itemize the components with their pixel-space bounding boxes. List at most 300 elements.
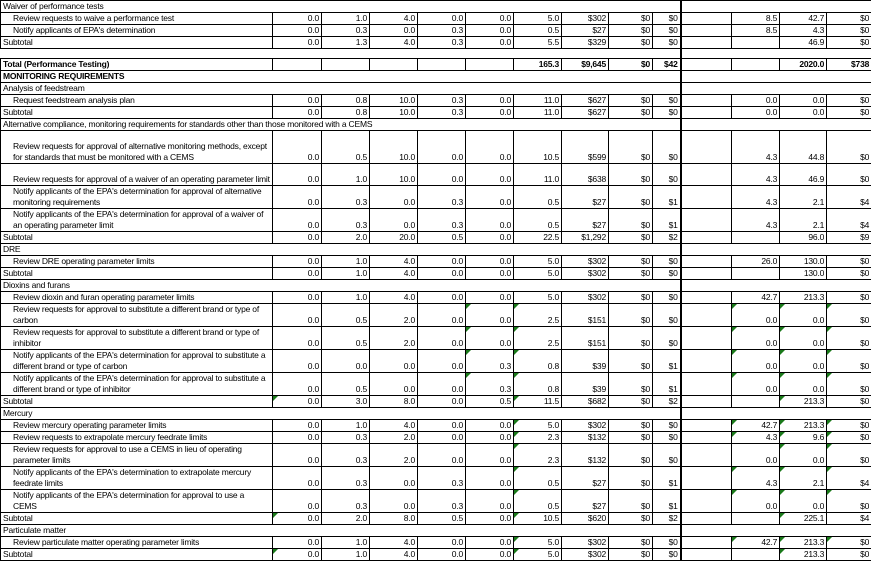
value-cell (732, 549, 780, 561)
value-cell: 0.0 (418, 396, 466, 408)
table-row (1, 83, 871, 95)
value-cell: 4.3 (732, 164, 780, 186)
value-cell: $0 (609, 304, 653, 327)
value-cell: 11.5 (514, 396, 562, 408)
value-cell: $0 (609, 107, 653, 119)
section-label: Particulate matter (1, 525, 681, 537)
value-cell: 5.0 (514, 13, 562, 25)
value-cell: 5.0 (514, 537, 562, 549)
value-cell: 2020.0 (780, 59, 827, 71)
empty-cell (732, 83, 780, 95)
value-cell: 10.5 (514, 131, 562, 164)
spacer-cell (609, 49, 653, 59)
value-cell: 4.0 (370, 268, 418, 280)
value-cell: 5.0 (514, 292, 562, 304)
value-cell: 0.0 (273, 490, 322, 513)
value-cell: $0 (609, 420, 653, 432)
table-row (1, 49, 871, 59)
value-cell: 10.0 (370, 95, 418, 107)
value-cell: 2.0 (370, 432, 418, 444)
table-row (1, 525, 871, 537)
value-cell: 0.0 (466, 420, 514, 432)
value-cell: 0.0 (466, 292, 514, 304)
value-cell: 0.0 (466, 107, 514, 119)
value-cell: 10.0 (370, 131, 418, 164)
value-cell: 130.0 (780, 268, 827, 280)
value-cell: 0.0 (273, 432, 322, 444)
empty-cell (827, 71, 871, 83)
value-cell: 0.0 (466, 467, 514, 490)
row-label: Review requests for approval of alternative monitoring methods, except for standards that must be monitored with a CEMS (1, 131, 273, 164)
section-label: Dioxins and furans (1, 280, 681, 292)
value-cell: 213.3 (780, 396, 827, 408)
value-cell: 0.0 (780, 107, 827, 119)
gap-cell (681, 304, 732, 327)
value-cell (322, 59, 370, 71)
value-cell: 0.0 (418, 373, 466, 396)
value-cell: $0 (827, 549, 871, 561)
row-label: Review dioxin and furan operating parameter limits (1, 292, 273, 304)
row-label: Review requests to waive a performance test (1, 13, 273, 25)
empty-cell (681, 525, 732, 537)
table-row (1, 327, 871, 350)
value-cell: 0.0 (418, 549, 466, 561)
section-label: Waiver of performance tests (1, 1, 681, 13)
value-cell: 2.0 (322, 232, 370, 244)
value-cell: $0 (609, 292, 653, 304)
value-cell: $0 (609, 131, 653, 164)
value-cell: $0 (609, 549, 653, 561)
value-cell: 0.0 (466, 209, 514, 232)
value-cell: 4.3 (780, 25, 827, 37)
value-cell: 0.3 (322, 467, 370, 490)
value-cell: 0.0 (273, 373, 322, 396)
table-row (1, 256, 871, 268)
value-cell: $0 (609, 444, 653, 467)
value-cell: 0.3 (418, 186, 466, 209)
value-cell: $0 (827, 164, 871, 186)
value-cell (273, 59, 322, 71)
value-cell: 0.0 (466, 513, 514, 525)
value-cell: $0 (827, 432, 871, 444)
value-cell: 213.3 (780, 420, 827, 432)
value-cell: 0.0 (732, 490, 780, 513)
value-cell: 0.5 (514, 186, 562, 209)
row-label: Request feedstream analysis plan (1, 95, 273, 107)
value-cell: 46.9 (780, 164, 827, 186)
value-cell: 4.3 (732, 467, 780, 490)
spacer-cell (514, 49, 562, 59)
value-cell: 42.7 (780, 13, 827, 25)
value-cell: 0.0 (418, 432, 466, 444)
value-cell: 11.0 (514, 164, 562, 186)
value-cell: 2.1 (780, 209, 827, 232)
value-cell: 4.0 (370, 256, 418, 268)
value-cell: 44.8 (780, 131, 827, 164)
value-cell: 0.0 (732, 350, 780, 373)
value-cell: 0.0 (370, 209, 418, 232)
value-cell: $4 (827, 513, 871, 525)
spacer-cell (681, 49, 732, 59)
value-cell (370, 59, 418, 71)
subtotal-label: Subtotal (1, 37, 273, 49)
value-cell: 5.0 (514, 256, 562, 268)
value-cell: $0 (827, 292, 871, 304)
value-cell: $27 (562, 209, 609, 232)
value-cell: 0.0 (780, 444, 827, 467)
value-cell: $302 (562, 256, 609, 268)
empty-cell (827, 408, 871, 420)
value-cell: 0.0 (370, 25, 418, 37)
value-cell: $9 (827, 232, 871, 244)
table-row (1, 131, 871, 164)
value-cell: 0.5 (466, 396, 514, 408)
value-cell: 0.0 (370, 350, 418, 373)
table-row (1, 25, 871, 37)
value-cell: 0.0 (466, 232, 514, 244)
table-row (1, 119, 871, 131)
value-cell: $0 (827, 107, 871, 119)
value-cell: $0 (653, 13, 681, 25)
value-cell (732, 268, 780, 280)
value-cell: 0.3 (466, 350, 514, 373)
value-cell: 5.5 (514, 37, 562, 49)
value-cell: 0.0 (732, 327, 780, 350)
value-cell: $0 (609, 25, 653, 37)
spacer-cell (466, 49, 514, 59)
empty-cell (827, 1, 871, 13)
table-row (1, 549, 871, 561)
value-cell: 0.0 (273, 513, 322, 525)
value-cell: 11.0 (514, 107, 562, 119)
value-cell: 0.0 (466, 432, 514, 444)
gap-cell (681, 209, 732, 232)
value-cell: 0.0 (418, 13, 466, 25)
gap-cell (681, 396, 732, 408)
value-cell: 2.0 (322, 513, 370, 525)
value-cell (732, 232, 780, 244)
total-label: Total (Performance Testing) (1, 59, 273, 71)
value-cell: $39 (562, 350, 609, 373)
value-cell: 0.0 (370, 490, 418, 513)
table-row (1, 232, 871, 244)
empty-cell (827, 244, 871, 256)
value-cell: $0 (827, 420, 871, 432)
value-cell: 0.0 (273, 13, 322, 25)
value-cell: 0.0 (466, 131, 514, 164)
value-cell: $39 (562, 373, 609, 396)
value-cell: 2.0 (370, 327, 418, 350)
value-cell: $0 (653, 164, 681, 186)
value-cell: 0.3 (322, 490, 370, 513)
table-body (1, 1, 871, 561)
value-cell: $0 (827, 25, 871, 37)
value-cell (418, 59, 466, 71)
value-cell: 0.0 (732, 373, 780, 396)
value-cell: 0.0 (273, 164, 322, 186)
row-label: Notify applicants of the EPA's determination for approval of a waiver of an operating parameter limit (1, 209, 273, 232)
empty-cell (780, 71, 827, 83)
value-cell: $0 (609, 232, 653, 244)
value-cell: 0.0 (466, 25, 514, 37)
value-cell: 0.5 (514, 25, 562, 37)
value-cell: $0 (827, 490, 871, 513)
value-cell: $0 (827, 304, 871, 327)
value-cell: 2.0 (370, 444, 418, 467)
value-cell: $0 (827, 444, 871, 467)
gap-cell (681, 37, 732, 49)
gap-cell (681, 107, 732, 119)
empty-cell (732, 280, 780, 292)
gap-cell (681, 373, 732, 396)
value-cell: 0.0 (273, 268, 322, 280)
value-cell: $0 (653, 268, 681, 280)
empty-cell (681, 280, 732, 292)
value-cell: 0.5 (322, 131, 370, 164)
value-cell: 8.5 (732, 13, 780, 25)
gap-cell (681, 131, 732, 164)
spacer-cell (273, 49, 322, 59)
value-cell: $27 (562, 490, 609, 513)
value-cell: 0.3 (418, 37, 466, 49)
row-label: Notify applicants of the EPA's determination for approval of alternative monitoring requirements (1, 186, 273, 209)
table-row (1, 95, 871, 107)
empty-cell (681, 71, 732, 83)
value-cell: 0.0 (273, 444, 322, 467)
value-cell: $1 (653, 350, 681, 373)
value-cell: 2.5 (514, 327, 562, 350)
gap-cell (681, 444, 732, 467)
table-row (1, 373, 871, 396)
table-row (1, 408, 871, 420)
value-cell: 0.5 (418, 232, 466, 244)
value-cell: $0 (827, 268, 871, 280)
value-cell: 0.5 (514, 209, 562, 232)
value-cell: $0 (609, 350, 653, 373)
value-cell: 2.5 (514, 304, 562, 327)
gap-cell (681, 232, 732, 244)
value-cell: 8.0 (370, 513, 418, 525)
empty-cell (827, 119, 871, 131)
value-cell: 213.3 (780, 549, 827, 561)
value-cell: 2.1 (780, 186, 827, 209)
value-cell: 0.0 (466, 268, 514, 280)
value-cell: 4.0 (370, 420, 418, 432)
empty-cell (780, 244, 827, 256)
value-cell: $627 (562, 107, 609, 119)
value-cell: 0.5 (418, 513, 466, 525)
value-cell: $27 (562, 186, 609, 209)
value-cell: $302 (562, 537, 609, 549)
value-cell: 1.0 (322, 292, 370, 304)
value-cell: $0 (653, 107, 681, 119)
value-cell: $0 (609, 490, 653, 513)
value-cell: 0.0 (370, 373, 418, 396)
value-cell: 0.0 (466, 164, 514, 186)
value-cell: 10.5 (514, 513, 562, 525)
value-cell: $0 (653, 256, 681, 268)
value-cell: $0 (609, 327, 653, 350)
empty-cell (732, 1, 780, 13)
value-cell: $151 (562, 327, 609, 350)
value-cell: 225.1 (780, 513, 827, 525)
value-cell: 0.3 (418, 490, 466, 513)
value-cell: $0 (653, 131, 681, 164)
value-cell: 0.0 (322, 350, 370, 373)
value-cell: $27 (562, 467, 609, 490)
table-row (1, 280, 871, 292)
value-cell: $0 (827, 327, 871, 350)
empty-cell (827, 525, 871, 537)
row-label: Notify applicants of the EPA's determination for approval to use a CEMS (1, 490, 273, 513)
gap-cell (681, 256, 732, 268)
value-cell: $302 (562, 549, 609, 561)
value-cell: 0.0 (273, 25, 322, 37)
value-cell: $0 (653, 549, 681, 561)
value-cell: $0 (609, 373, 653, 396)
table-row (1, 490, 871, 513)
value-cell: 4.3 (732, 131, 780, 164)
value-cell: 5.0 (514, 549, 562, 561)
value-cell: $0 (827, 350, 871, 373)
value-cell: 0.3 (322, 432, 370, 444)
value-cell: 0.5 (514, 490, 562, 513)
table-row (1, 1, 871, 13)
value-cell: 0.0 (273, 131, 322, 164)
empty-cell (732, 408, 780, 420)
table-row (1, 467, 871, 490)
value-cell: $0 (609, 432, 653, 444)
table-row (1, 420, 871, 432)
spacer-cell (827, 49, 871, 59)
empty-cell (780, 525, 827, 537)
table-row (1, 513, 871, 525)
value-cell: 0.5 (322, 327, 370, 350)
value-cell: 42.7 (732, 537, 780, 549)
table-row (1, 268, 871, 280)
empty-cell (681, 408, 732, 420)
empty-cell (681, 83, 732, 95)
value-cell: 0.0 (273, 209, 322, 232)
value-cell: $0 (653, 37, 681, 49)
value-cell: 0.0 (273, 304, 322, 327)
row-label: Review mercury operating parameter limits (1, 420, 273, 432)
value-cell: $0 (609, 256, 653, 268)
empty-cell (780, 119, 827, 131)
value-cell (732, 396, 780, 408)
row-label: Review requests to extrapolate mercury feedrate limits (1, 432, 273, 444)
value-cell: $2 (653, 232, 681, 244)
value-cell: $627 (562, 95, 609, 107)
gap-cell (681, 490, 732, 513)
value-cell: 0.3 (322, 25, 370, 37)
value-cell: $9,645 (562, 59, 609, 71)
value-cell: 5.0 (514, 420, 562, 432)
value-cell: 0.0 (732, 95, 780, 107)
value-cell: 0.0 (466, 186, 514, 209)
value-cell: $0 (827, 37, 871, 49)
value-cell: 1.0 (322, 537, 370, 549)
value-cell: $0 (609, 186, 653, 209)
value-cell: $0 (653, 25, 681, 37)
value-cell: 11.0 (514, 95, 562, 107)
value-cell: 0.0 (466, 256, 514, 268)
value-cell: $599 (562, 131, 609, 164)
value-cell: 0.0 (273, 107, 322, 119)
value-cell: $0 (653, 304, 681, 327)
value-cell: 0.0 (466, 327, 514, 350)
value-cell: $132 (562, 444, 609, 467)
value-cell: $738 (827, 59, 871, 71)
value-cell: 22.5 (514, 232, 562, 244)
value-cell: $0 (827, 131, 871, 164)
value-cell: 96.0 (780, 232, 827, 244)
value-cell: $2 (653, 513, 681, 525)
value-cell: 1.0 (322, 256, 370, 268)
row-label: Review requests for approval of a waiver of an operating parameter limit (1, 164, 273, 186)
value-cell: $42 (653, 59, 681, 71)
gap-cell (681, 186, 732, 209)
value-cell: $0 (609, 13, 653, 25)
table-row (1, 107, 871, 119)
value-cell: 4.0 (370, 549, 418, 561)
value-cell: 0.0 (466, 549, 514, 561)
value-cell: $0 (609, 513, 653, 525)
value-cell: 0.0 (418, 444, 466, 467)
row-label: Notify applicants of EPA's determination (1, 25, 273, 37)
gap-cell (681, 13, 732, 25)
value-cell: 0.0 (273, 549, 322, 561)
value-cell: $0 (827, 256, 871, 268)
value-cell: 10.0 (370, 107, 418, 119)
table-row (1, 304, 871, 327)
gap-cell (681, 537, 732, 549)
value-cell: 0.3 (322, 186, 370, 209)
empty-cell (827, 83, 871, 95)
section-label: Analysis of feedstream (1, 83, 681, 95)
spacer-cell (732, 49, 780, 59)
value-cell: $27 (562, 25, 609, 37)
gap-cell (681, 292, 732, 304)
value-cell: 0.0 (273, 232, 322, 244)
value-cell: 2.1 (780, 467, 827, 490)
gap-cell (681, 25, 732, 37)
value-cell: 1.0 (322, 268, 370, 280)
value-cell: 4.3 (732, 186, 780, 209)
value-cell: 0.0 (418, 304, 466, 327)
empty-cell (780, 83, 827, 95)
value-cell: 0.3 (418, 25, 466, 37)
value-cell: 213.3 (780, 537, 827, 549)
value-cell: 5.0 (514, 268, 562, 280)
value-cell: 0.8 (322, 95, 370, 107)
value-cell: 0.0 (273, 327, 322, 350)
gap-cell (681, 420, 732, 432)
value-cell: $0 (609, 59, 653, 71)
value-cell: $0 (609, 396, 653, 408)
value-cell: 0.3 (322, 209, 370, 232)
value-cell: 0.5 (514, 467, 562, 490)
value-cell: 1.0 (322, 420, 370, 432)
table-row (1, 396, 871, 408)
value-cell: $0 (827, 396, 871, 408)
value-cell: $0 (653, 432, 681, 444)
value-cell: 165.3 (514, 59, 562, 71)
value-cell: 213.3 (780, 292, 827, 304)
value-cell: 2.0 (370, 304, 418, 327)
value-cell: 0.0 (466, 13, 514, 25)
value-cell: 20.0 (370, 232, 418, 244)
